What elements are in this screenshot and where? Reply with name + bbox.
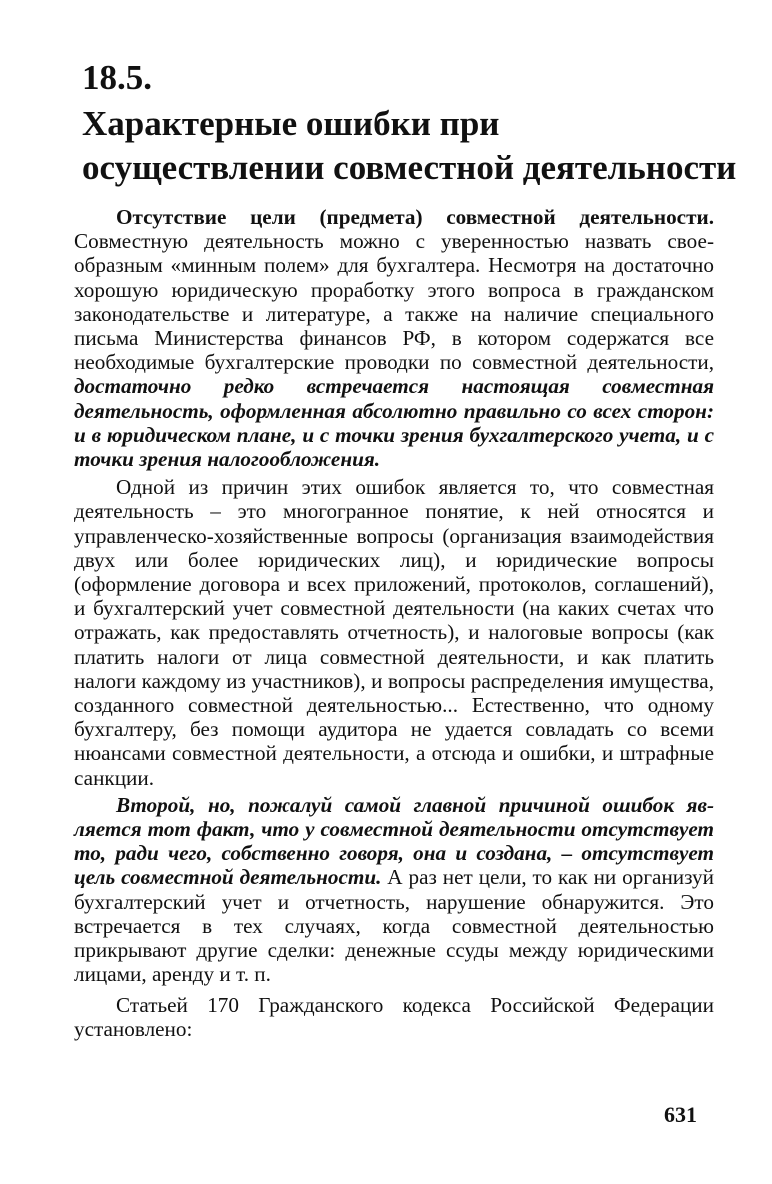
paragraph-4 — [74, 993, 714, 1041]
page-number: 631 — [664, 1102, 697, 1127]
paragraph-1 — [74, 205, 714, 471]
section-number: 18.5. — [82, 58, 152, 97]
paragraph-1-lead: Отсутствие цели (предмета) совместной деятельности. — [116, 205, 714, 229]
body-text — [74, 205, 714, 1041]
paragraph-3-text: А раз нет цели, то как ни организуй бухгалтерский учет и отчетность, нарушение обнаружится. Это встречается в тех случаях, когда совместной деятельностью прикрывают другие сделки: денежные ссуды между юридическими лицами, аренду и т. п. — [74, 865, 714, 987]
paragraph-1-text: Совместную деятельность можно с уверенностью назвать своеобразным «минным полем» для бухгалтера. Несмотря на достаточно хорошую юридическую проработку этого вопроса в гражданском законодательстве и литературе, а также на наличие специального письма Министерства финансов РФ, в котором содержатся все необходимые бухгалтерские проводки по совместной деятельности, — [74, 229, 714, 375]
paragraph-3 — [74, 793, 714, 987]
paragraph-1-emphasis: достаточно редко встречается настоящая совместная деятельность, оформленная абсолютно правильно со всех сторон: и в юридическом плане, и с точки зрения бухгалтерского учета, и с точки зрения налогообложения. — [74, 374, 714, 472]
section-title: Характерные ошибки при осуществлении совместной деятельности — [82, 104, 737, 187]
paragraph-2-text: Одной из причин этих ошибок является то, что совместная деятельность – это многогранное понятие, к ней относятся и управленческо-хозяйственные вопросы (организация взаимодействия двух или более юридических лиц), и юридические вопросы (оформление договора и всех приложений, протоколов, соглашений), и бухгалтерский учет совместной деятельности (на каких счетах что отражать, как предоставлять отчетность), и налоговые вопросы (как платить налоги от лица совместной деятельности, и как платить налоги каждому из участников), и вопросы распределения имущества, созданного совместной деятельностью... Естественно, что одному бухгалтеру, без помощи аудитора не удается совладать со всеми нюансами совместной деятельности, а отсюда и ошибки, и штрафные санкции. — [74, 475, 714, 790]
paragraph-3-emphasis: Второй, но, пожалуй самой главной причиной ошибок является тот факт, что у совместной деятельности отсутствует то, ради чего, собственно говоря, она и создана, – отсутствует цель совместной деятельности. — [74, 792, 714, 890]
paragraph-4-text: Статьей 170 Гражданского кодекса Российской Федерации установлено: — [74, 992, 714, 1041]
paragraph-2 — [74, 475, 714, 790]
